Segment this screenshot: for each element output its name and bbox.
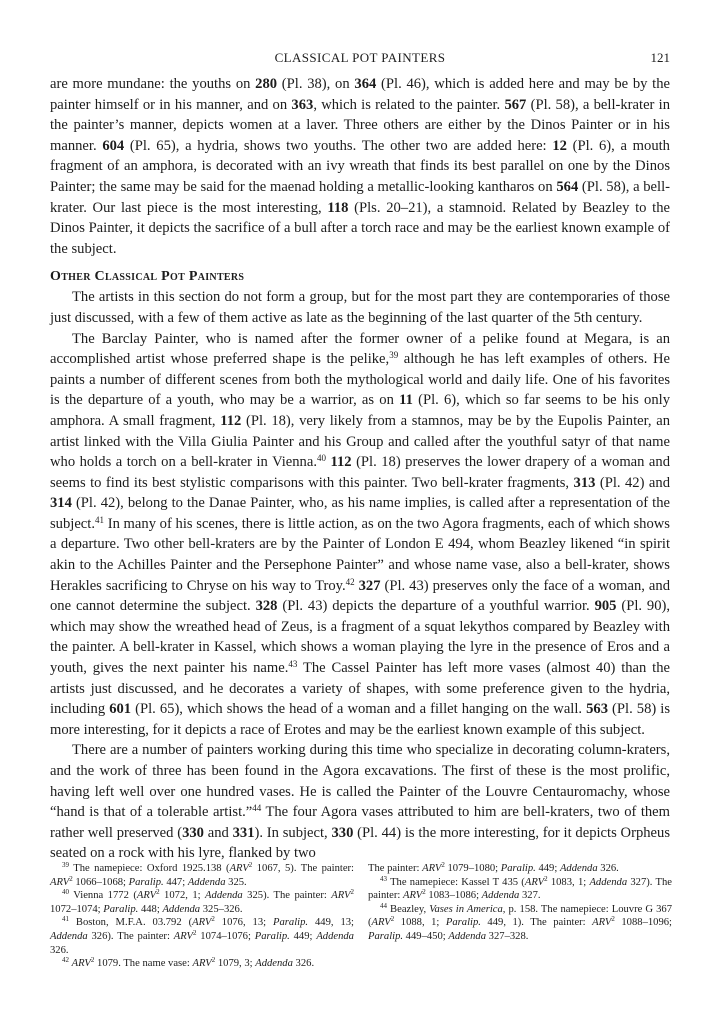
footnote-42-continued: The painter: ARV$^2$ 1079–1080; Paralip. 449; Addenda 326.	[368, 861, 619, 874]
section-heading: Other Classical Pot Painters	[50, 269, 245, 285]
catalogue-number: 330	[182, 824, 204, 841]
catalogue-number: 364	[354, 76, 377, 92]
footnote-column-left	[50, 862, 354, 971]
catalogue-number: 331	[232, 824, 255, 841]
catalogue-number: 330	[331, 824, 354, 841]
running-title: CLASSICAL POT PAINTERS	[274, 50, 446, 65]
catalogue-number: 112	[220, 412, 242, 429]
footnote-ref[interactable]: 44	[252, 803, 262, 814]
footnotes	[50, 862, 672, 971]
catalogue-number: 112	[330, 454, 352, 471]
paragraph: There are a number of painters working during this time who specialize in decorating column-kraters, and the work of three has been found in the Agora excavations. The first of these is the most prolific, having left well over one hundred vases. He is called the Painter of the Louvre Centauromachy, whose “hand is that of a tolerable artist.”$^{44}$ The four Agora vases attributed to him are bell-kraters, two of them rather well preserved (330 and 331). In subject, 330 (Pl. 44) is the more interesting, for it depicts Orpheus seated on a rock with his lyre, flanked by two	[50, 742, 671, 862]
catalogue-number: 363	[291, 96, 314, 113]
footnote-40: $^{40}$ Vienna 1772 (ARV$^2$ 1072, 1; Addenda 325). The painter: ARV$^2$ 1072–1074; Paralip. 448; Addenda 325–326.	[50, 888, 354, 915]
catalogue-number: 11	[399, 392, 413, 409]
catalogue-number: 327	[358, 577, 381, 594]
footnote-41: $^{41}$ Boston, M.F.A. 03.792 (ARV$^2$ 1076, 13; Paralip. 449, 13; Addenda 326). The painter: ARV$^2$ 1074–1076; Paralip. 449; Addenda 326.	[50, 915, 355, 956]
page-number: 121	[650, 50, 670, 65]
footnote-ref[interactable]: 39	[389, 350, 399, 361]
footnote-column-right	[368, 862, 672, 971]
catalogue-number: 905	[594, 598, 617, 615]
catalogue-number: 118	[327, 199, 349, 216]
catalogue-number: 601	[109, 701, 132, 718]
footnote-ref[interactable]: 42	[345, 576, 355, 587]
catalogue-number: 280	[255, 76, 278, 92]
footnote-42: $^{42}$ ARV$^2$ 1079. The name vase: ARV$^2$ 1079, 3; Addenda 326.	[62, 956, 315, 970]
catalogue-number: 563	[586, 701, 608, 718]
footnote-39: $^{39}$ The namepiece: Oxford 1925.138 (ARV$^2$ 1067, 5). The painter: ARV$^2$ 1066–1068; Paralip. 447; Addenda 325.	[50, 861, 354, 888]
footnote-ref[interactable]: 40	[316, 453, 326, 464]
catalogue-number: 314	[50, 495, 72, 512]
catalogue-number: 604	[102, 137, 125, 154]
catalogue-number: 328	[255, 598, 278, 615]
footnote-ref[interactable]: 41	[95, 514, 104, 525]
catalogue-number: 12	[552, 137, 567, 154]
paragraph: are more mundane: the youths on 280 (Pl. 38), on 364 (Pl. 46), which is added here and may be by the painter himself or in his manner, and on 363, which is related to the painter. 567 (Pl. 58), a bell-krater in the painter’s manner, depicts women at a laver. Three others are either by the Dinos Painter or in his manner. 604 (Pl. 65), a hydria, shows two youths. The other two are added here: 12 (Pl. 6), a mouth fragment of an amphora, is decorated with an ivy wreath that finds its best parallel on one by the Dinos Painter; the same may be said for the maenad holding a metallic-looking kantharos on 564 (Pl. 58), a bell-krater. Our last piece is the most interesting, 118 (Pls. 20–21), a stamnoid. Related by Beazley to the Dinos Painter, it depicts the sacrifice of a bull after a torch race and may be the earliest known example of the subject.	[50, 76, 671, 257]
footnote-ref[interactable]: 43	[288, 659, 298, 670]
catalogue-number: 564	[556, 178, 579, 195]
main-text	[50, 74, 670, 864]
paragraph: The artists in this section do not form a group, but for the most part they are contemporaries of those just discussed, with a few of them active as late as the beginning of the last quarter of the 5th century.	[50, 289, 670, 326]
catalogue-number: 313	[573, 474, 596, 491]
footnote-44: $^{44}$ Beazley, Vases in America, p. 158. The namepiece: Louvre G 367 (ARV$^2$ 1088, 1; Paralip. 449, 1). The painter: ARV$^2$ 1088–1096; Paralip. 449–450; Addenda 327–328.	[368, 901, 673, 942]
paragraph: The Barclay Painter, who is named after the former owner of a pelike found at Megara, is an accomplished artist whose preferred shape is the pelike,$^{39}$ although he has left examples of others. He paints a number of different scenes from both the mythological world and daily life. One of his favorites is the departure of a youth, who may be a warrior, as on 11 (Pl. 6), which so far seems to be his only amphora. A small fragment, 112 (Pl. 18), very likely from a stamnos, may be by the Eupolis Painter, an artist linked with the Villa Giulia Painter and his Group and called after the youthful satyr of that name who holds a torch on a bell-krater in Vienna.$^{40}$ 112 (Pl. 18) preserves the lower drapery of a woman and seems to find its best stylistic comparisons with this painter. Two bell-krater fragments, 313 (Pl. 42) and 314 (Pl. 42), belong to the Danae Painter, who, as his name implies, is called after a representation of the subject.$^{41}$ In many of his scenes, there is little action, as on the two Agora fragments, each of which shows a departure. Two other bell-kraters are by the Painter of London E 494, whom Beazley likened “in spirit akin to the Achilles Painter and the Persephone Painter” and whose name vase, also a bell-krater, shows Herakles sacrificing to Chryse on his way to Troy.$^{42}$ 327 (Pl. 43) preserves only the face of a woman, and one cannot determine the subject. 328 (Pl. 43) depicts the departure of a youthful warrior. 905 (Pl. 90), which may show the wreathed head of Zeus, is a fragment of a squat lekythos compared by Beazley with the painter. A bell-krater in Kassel, which shows a woman playing the lyre in the presence of Eros and a youth, gives the next painter his name.$^{43}$ The Cassel Painter has left more vases (almost 40) than the artists just discussed, and he decorates a variety of shapes, with some preference given to the hydria, including 601 (Pl. 65), which shows the head of a woman and a fillet hanging on the wall. 563 (Pl. 58) is more interesting, for it depicts a race of Erotes and may be the earliest known example of this subject.	[50, 330, 671, 738]
catalogue-number: 567	[504, 96, 527, 113]
footnote-43: $^{43}$ The namepiece: Kassel T 435 (ARV$^2$ 1083, 1; Addenda 327). The painter: ARV$^2$ 1083–1086; Addenda 327.	[368, 874, 672, 902]
page-header	[50, 48, 670, 68]
